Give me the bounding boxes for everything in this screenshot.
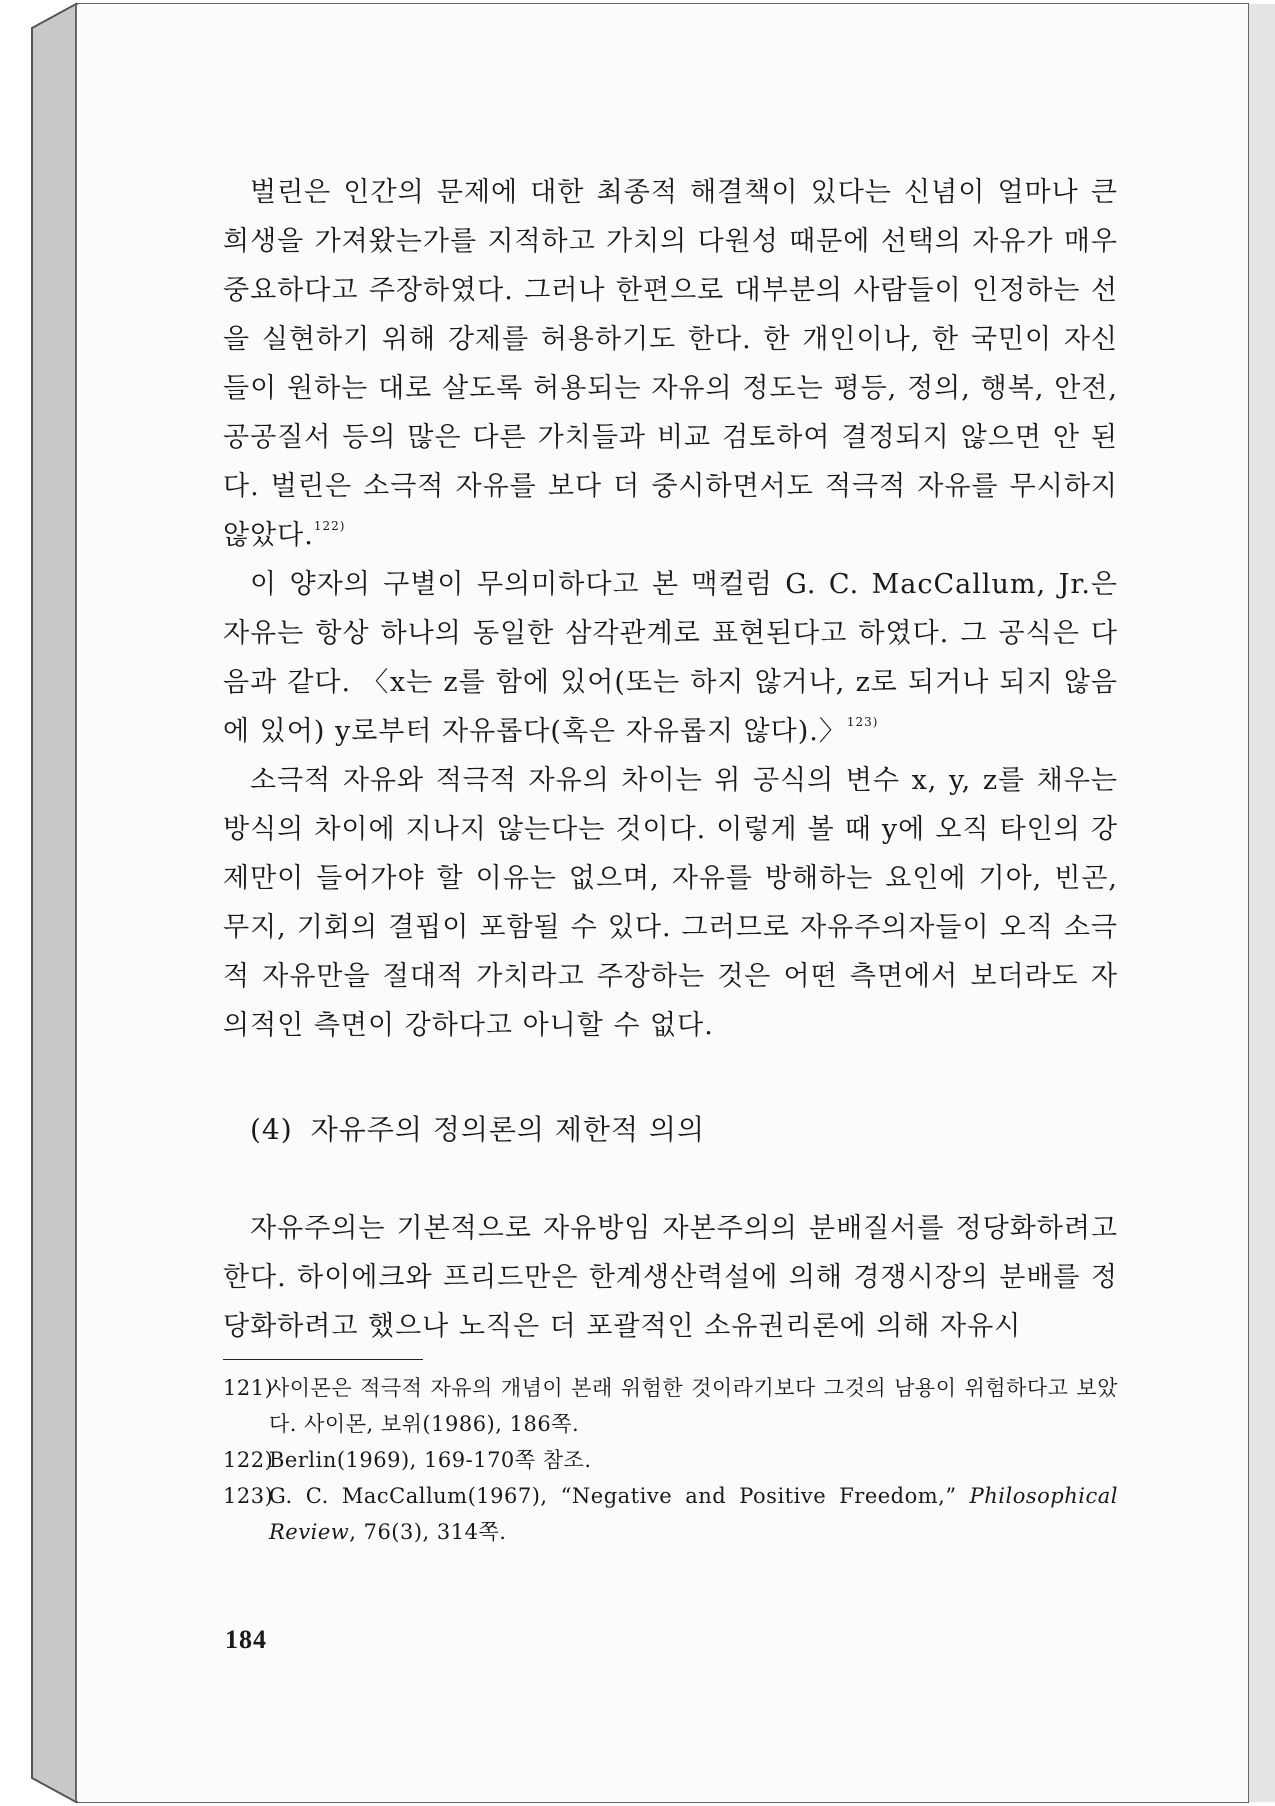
- paragraph-text: 이 양자의 구별이 무의미하다고 본 맥컬럼 G. C. MacCallum, Jr.은 자유는 항상 하나의 동일한 삼각관계로 표현된다고 하였다. 그 공식은 다음과 같다. 〈x는 z를 함에 있어(또는 하지 않거나, z로 되거나 되지 않음에 있어) y로부터 자유롭다(혹은 자유롭지 않다).〉: [223, 569, 1118, 747]
- page-content: [223, 168, 1118, 1550]
- paragraph-text: 벌린은 인간의 문제에 대한 최종적 해결책이 있다는 신념이 얼마나 큰 희생을 가져왔는가를 지적하고 가치의 다원성 때문에 선택의 자유가 매우 중요하다고 주장하였다. 그러나 한편으로 대부분의 사람들이 인정하는 선을 실현하기 위해 강제를 허용하기도 한다. 한 개인이나, 한 국민이 자신들이 원하는 대로 살도록 허용되는 자유의 정도는 평등, 정의, 행복, 안전, 공공질서 등의 많은 다른 가치들과 비교 검토하여 결정되지 않으면 안 된다. 벌린은 소극적 자유를 보다 더 중시하면서도 적극적 자유를 무시하지 않았다.: [223, 177, 1118, 551]
- footnote-number: 122): [223, 1448, 274, 1472]
- page-number: 184: [225, 1625, 267, 1654]
- footnote: [223, 1442, 1118, 1478]
- journal-title: Philosophical Review: [269, 1484, 1118, 1544]
- section-number: (4): [250, 1113, 293, 1146]
- footnote-text: 사이몬은 적극적 자유의 개념이 본래 위험한 것이라기보다 그것의 남용이 위험하다고 보았다. 사이몬, 보위(1986), 186쪽.: [269, 1376, 1118, 1436]
- footnote-number: 121): [223, 1376, 274, 1400]
- footnote-ref: 122): [313, 519, 346, 533]
- paragraph: 자유주의는 기본적으로 자유방임 자본주의의 분배질서를 정당화하려고 한다. 하이에크와 프리드만은 한계생산력설에 의해 경쟁시장의 분배를 정당화하려고 했으나 노직은 더 포괄적인 소유권리론에 의해 자유시: [223, 1213, 1118, 1342]
- footnote-text: Berlin(1969), 169-170쪽 참조.: [269, 1448, 592, 1472]
- footnote-divider: [223, 1359, 423, 1360]
- section-title: 자유주의 정의론의 제한적 의의: [310, 1113, 705, 1146]
- footnote: [223, 1478, 1118, 1550]
- footnote-text: G. C. MacCallum(1967), “Negative and Positive Freedom,”: [269, 1484, 970, 1508]
- footnote-text: , 76(3), 314쪽.: [349, 1520, 507, 1544]
- paragraph: [223, 560, 1118, 756]
- section-heading: [250, 1108, 1118, 1148]
- footnote: [223, 1370, 1118, 1442]
- paragraph: [223, 168, 1118, 560]
- paragraph: 소극적 자유와 적극적 자유의 차이는 위 공식의 변수 x, y, z를 채우는 방식의 차이에 지나지 않는다는 것이다. 이렇게 볼 때 y에 오직 타인의 강제만이 들어가야 할 이유는 없으며, 자유를 방해하는 요인에 기아, 빈곤, 무지, 기회의 결핍이 포함될 수 있다. 그러므로 자유주의자들이 오직 소극적 자유만을 절대적 가치라고 주장하는 것은 어떤 측면에서 보더라도 자의적인 측면이 강하다고 아니할 수 없다.: [223, 765, 1118, 1041]
- footnote-number: 123): [223, 1484, 274, 1508]
- footnote-ref: 123): [846, 715, 879, 729]
